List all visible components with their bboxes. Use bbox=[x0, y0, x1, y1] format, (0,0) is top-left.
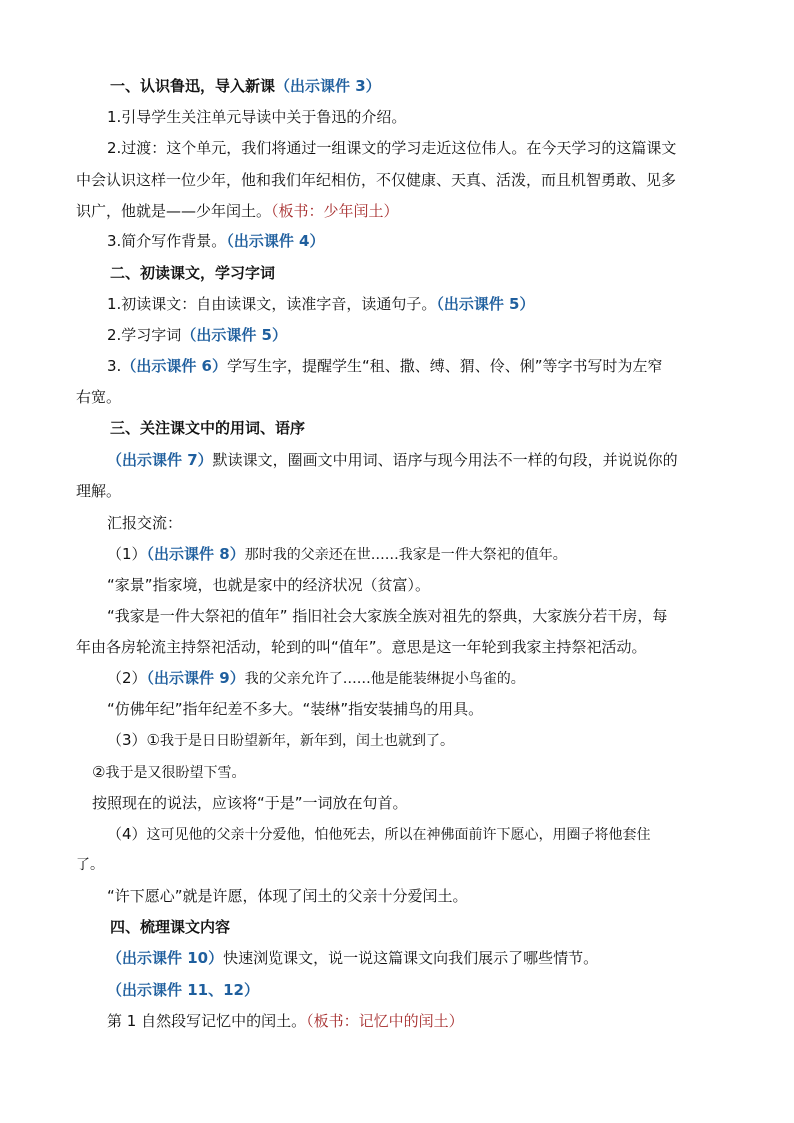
board-note: （板书：记忆中的闰土） bbox=[306, 1012, 464, 1030]
paragraph: 按照现在的说法，应该将“于是”一词放在句首。 bbox=[92, 794, 408, 812]
quote-text: 我的父亲允许了……他是能装𬘭捉小鸟雀的。 bbox=[244, 671, 525, 687]
courseware-note: （出示课件 7） bbox=[107, 451, 213, 469]
section-heading-4: 四、梳理课文内容 bbox=[110, 918, 231, 936]
paragraph: “家景”指家境，也就是家中的经济状况（贫富）。 bbox=[107, 576, 431, 594]
courseware-note: （出示课件 5） bbox=[436, 295, 535, 313]
section-heading-3: 三、关注课文中的用词、语序 bbox=[110, 419, 306, 437]
section-heading-1: 一、认识鲁迅，导入新课（出示课件 3） bbox=[110, 77, 381, 95]
paragraph bbox=[107, 980, 259, 1000]
paragraph: 2.学习字词（出示课件 5） bbox=[107, 326, 287, 344]
quote-item-3: （3）①我于是日日盼望新年，新年到，闰土也就到了。 bbox=[107, 731, 454, 749]
paragraph: 1.初读课文：自由读课文，读准字音，读通句子。（出示课件 5） bbox=[107, 295, 535, 313]
courseware-note: （出示课件 5） bbox=[181, 326, 287, 344]
courseware-note: （出示课件 3） bbox=[275, 77, 381, 95]
quote-text: 这可见他的父亲十分爱他，怕他死去，所以在神佛面前许下愿心，用圈子将他套住 bbox=[146, 827, 651, 843]
quote-item-1: （1）（出示课件 8）那时我的父亲还在世……我家是一件大祭祀的值年。 bbox=[107, 545, 567, 563]
section-heading-2: 二、初读课文，学习字词 bbox=[110, 264, 276, 282]
paragraph: 右宽。 bbox=[76, 388, 122, 406]
paragraph: 汇报交流： bbox=[107, 514, 183, 532]
board-note: （板书：少年闰土） bbox=[271, 202, 399, 220]
quote-item-3b: ②我于是又很盼望下雪。 bbox=[92, 763, 246, 781]
paragraph: “仿佛年纪”指年纪差不多大。“装𬘭”指安装捕鸟的用具。 bbox=[107, 700, 484, 718]
courseware-note: （出示课件 6） bbox=[121, 357, 227, 375]
courseware-note: （出示课件 10） bbox=[107, 949, 224, 967]
quote-text: 那时我的父亲还在世……我家是一件大祭祀的值年。 bbox=[244, 547, 567, 563]
courseware-note: （出示课件 4） bbox=[226, 232, 325, 250]
paragraph: 3.简介写作背景。（出示课件 4） bbox=[107, 232, 325, 250]
quote-item-2: （2）（出示课件 9）我的父亲允许了……他是能装𬘭捉小鸟雀的。 bbox=[107, 669, 525, 687]
paragraph: （出示课件 7）默读课文，圈画文中用词、语序与现今用法不一样的句段，并说说你的 bbox=[107, 451, 678, 469]
paragraph: 1.引导学生关注单元导读中关于鲁迅的介绍。 bbox=[107, 108, 407, 126]
paragraph: 2.过渡：这个单元，我们将通过一组课文的学习走近这位伟人。在今天学习的这篇课文 bbox=[107, 139, 677, 157]
paragraph: （出示课件 10）快速浏览课文，说一说这篇课文向我们展示了哪些情节。 bbox=[107, 949, 599, 967]
quote-text: 我于是日日盼望新年，新年到，闰土也就到了。 bbox=[160, 733, 454, 749]
paragraph: 中会认识这样一位少年，他和我们年纪相仿，不仅健康、天真、活泼，而且机智勇敢、见多 bbox=[76, 171, 677, 189]
courseware-note: （出示课件 8） bbox=[146, 545, 245, 563]
paragraph: 年由各房轮流主持祭祀活动，轮到的叫“值年”。意思是这一年轮到我家主持祭祀活动。 bbox=[76, 638, 647, 656]
paragraph: “许下愿心”就是许愿，体现了闰土的父亲十分爱闰土。 bbox=[107, 887, 468, 905]
paragraph: 理解。 bbox=[76, 482, 122, 500]
quote-item-4: （4）这可见他的父亲十分爱他，怕他死去，所以在神佛面前许下愿心，用圈子将他套住 bbox=[107, 825, 651, 843]
quote-text: 我于是又很盼望下雪。 bbox=[105, 765, 246, 781]
paragraph: 第 1 自然段写记忆中的闰土。（板书：记忆中的闰土） bbox=[107, 1012, 464, 1030]
paragraph: 识广，他就是——少年闰土。（板书：少年闰土） bbox=[76, 202, 399, 220]
paragraph: 3.（出示课件 6）学写生字，提醒学生“租、撒、缚、猬、伶、俐”等字书写时为左窄 bbox=[107, 357, 663, 375]
courseware-note: （出示课件 11、12） bbox=[107, 981, 259, 999]
quote-text: 了。 bbox=[76, 857, 104, 873]
paragraph: “我家是一件大祭祀的值年” 指旧社会大家族全族对祖先的祭典，大家族分若干房，每 bbox=[107, 607, 668, 625]
courseware-note: （出示课件 9） bbox=[146, 669, 245, 687]
